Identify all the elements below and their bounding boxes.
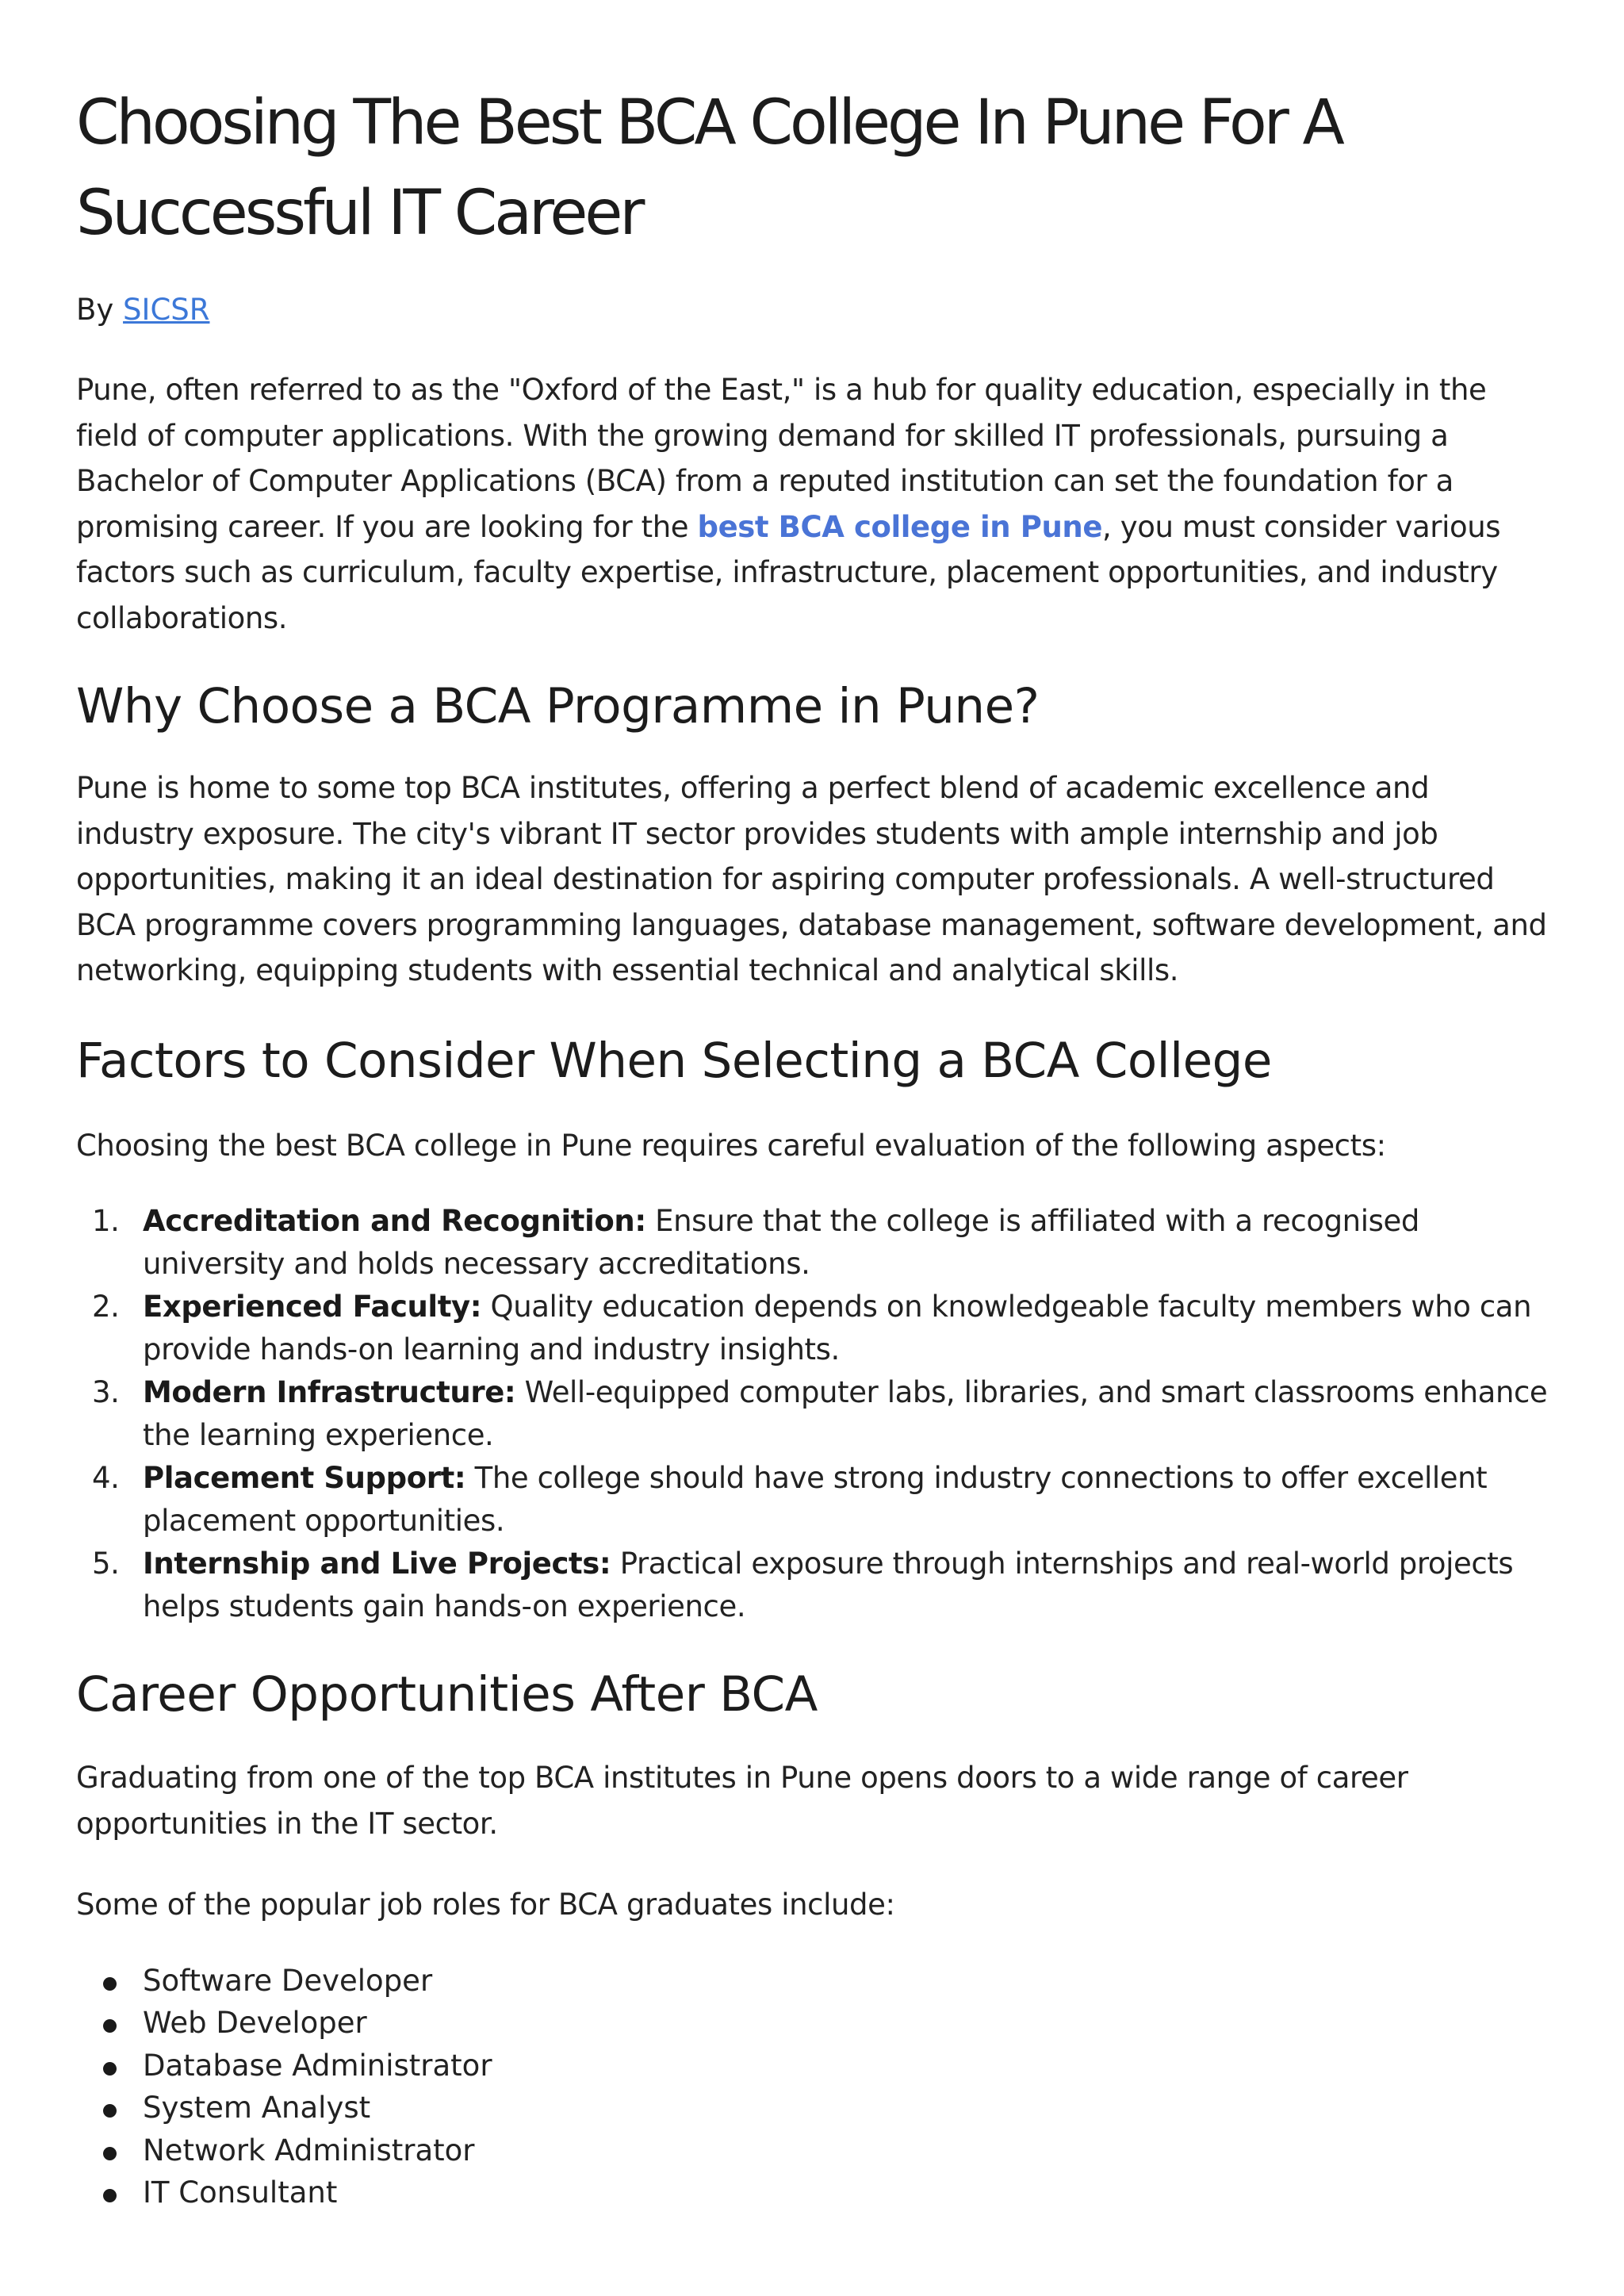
role-item [76,1960,1548,2003]
bullet-icon [103,2147,117,2160]
role-label: IT Consultant [143,2175,338,2210]
factor-label: Accreditation and Recognition: [143,1204,646,1238]
factors-heading: Factors to Consider When Selecting a BCA College [76,1032,1272,1089]
roles-intro: Some of the popular job roles for BCA graduates include: [76,1888,895,1922]
factor-number: 3. [92,1375,120,1409]
factor-item [76,1286,1548,1371]
why-heading: Why Choose a BCA Programme in Pune? [76,678,1040,734]
factor-item [76,1543,1548,1628]
author-link[interactable]: SICSR [123,293,210,327]
factors-list [76,1200,1548,1628]
role-item [76,2087,1548,2129]
factor-label: Internship and Live Projects: [143,1547,611,1581]
role-item [76,2129,1548,2172]
factor-label: Placement Support: [143,1461,466,1495]
role-label: Software Developer [143,1963,433,1998]
factor-text: Ensure that the college is affiliated with a recognised university and holds necessary accreditations. [143,1204,1419,1281]
bullet-icon [103,2062,117,2076]
career-paragraph: Graduating from one of the top BCA institutes in Pune opens doors to a wide range of career opportunities in the IT sector. [76,1761,1408,1841]
factor-label: Modern Infrastructure: [143,1375,516,1409]
bullet-icon [103,2104,117,2118]
factor-text: Practical exposure through internships and real-world projects helps students gain hands-on experience. [143,1547,1514,1623]
factor-text: The college should have strong industry connections to offer excellent placement opportunities. [143,1461,1488,1538]
role-label: System Analyst [143,2091,371,2125]
factor-number: 5. [92,1547,120,1581]
role-label: Web Developer [143,2006,367,2040]
role-item [76,2171,1548,2214]
factor-item [76,1457,1548,1543]
factor-label: Experienced Faculty: [143,1290,482,1324]
career-heading: Career Opportunities After BCA [76,1666,818,1723]
bullet-icon [103,1977,117,1991]
factor-text: Well-equipped computer labs, libraries, and smart classrooms enhance the learning experience. [143,1375,1548,1452]
bullet-icon [103,2189,117,2202]
intro-text-after: , you must consider various factors such as curriculum, faculty expertise, infrastructure, placement opportunities, and industry collaborations. [76,509,1501,635]
best-bca-college-link[interactable]: best BCA college in Pune [697,509,1103,544]
role-label: Network Administrator [143,2133,475,2168]
factors-intro: Choosing the best BCA college in Pune requires careful evaluation of the following aspects: [76,1128,1386,1163]
role-item [76,2002,1548,2045]
bullet-icon [103,2019,117,2033]
factor-number: 2. [92,1290,120,1324]
factor-item [76,1371,1548,1457]
factor-item [76,1200,1548,1286]
why-paragraph: Pune is home to some top BCA institutes, offering a perfect blend of academic excellence and industry exposure. The city's vibrant IT sector provides students with ample internship and job opportunities, making it an ideal destination for aspiring computer professionals. A well-structured BCA programme covers programming languages, database management, software development, and networking, equipping students with essential technical and analytical skills. [76,771,1547,987]
factor-number: 4. [92,1461,120,1495]
intro-paragraph [76,367,1548,641]
factor-text: Quality education depends on knowledgeable faculty members who can provide hands-on learning and industry insights. [143,1290,1532,1366]
factor-number: 1. [92,1204,120,1238]
byline-prefix: By [76,293,124,327]
intro-text-before: Pune, often referred to as the "Oxford of the East," is a hub for quality education, especially in the field of computer applications. With the growing demand for skilled IT professionals, pursuing a Bachelor of Computer Applications (BCA) from a reputed institution can set the foundation for a promising career. If you are looking for the [76,373,1487,544]
job-roles-list [76,1960,1548,2214]
role-item [76,2045,1548,2087]
byline [76,290,1548,330]
article-title: Choosing The Best BCA College In Pune For A Successful IT Career [76,87,1342,249]
role-label: Database Administrator [143,2048,492,2083]
